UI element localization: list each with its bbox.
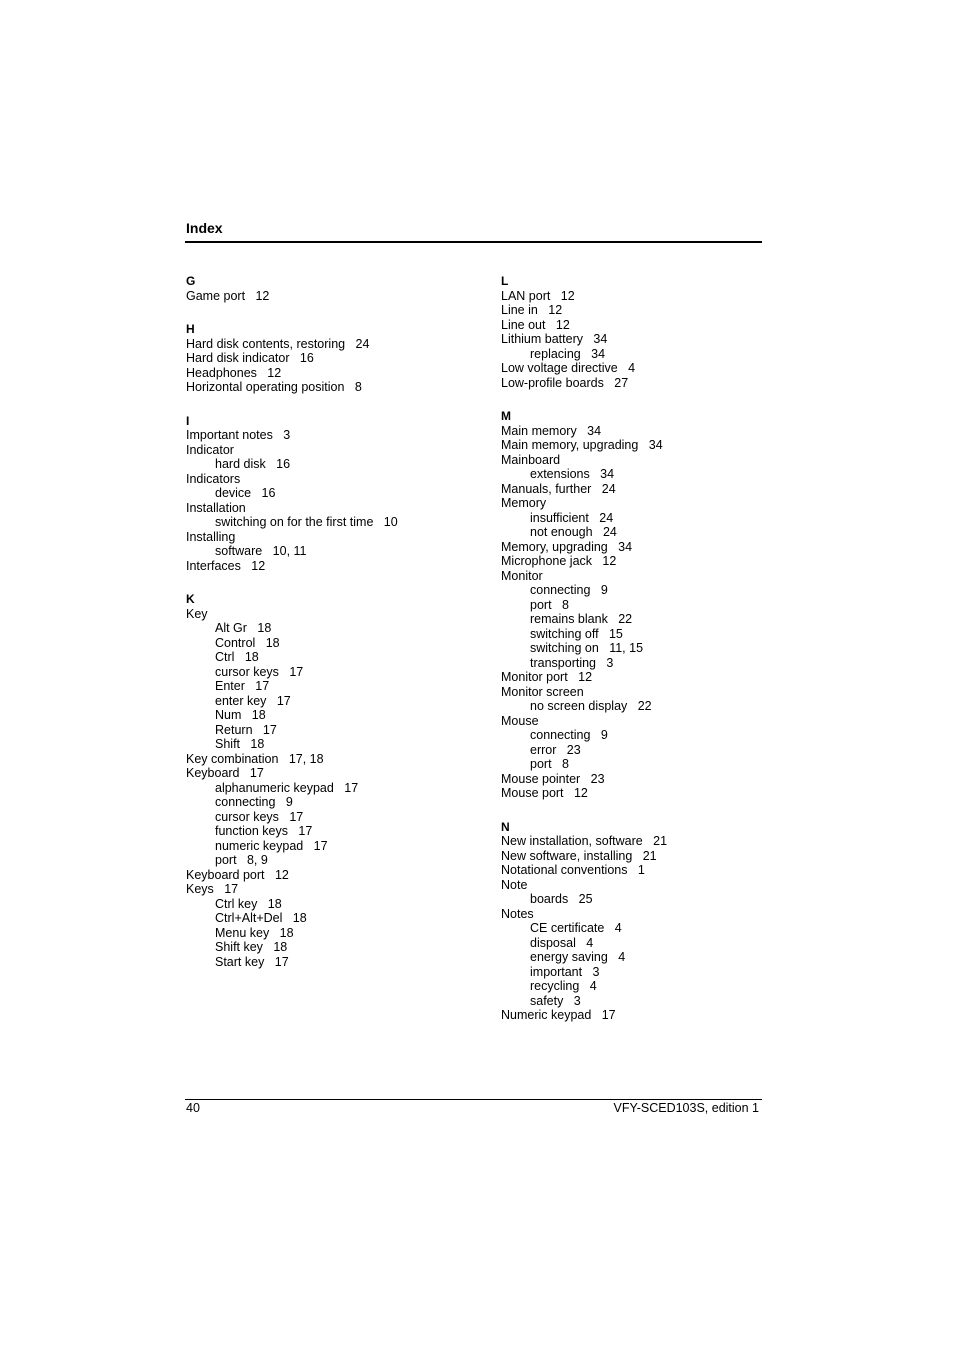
index-subentry: Shift 18 xyxy=(215,737,265,751)
index-subentry: function keys 17 xyxy=(215,824,313,838)
index-entry: Monitor xyxy=(501,568,543,583)
index-entry: Mouse port 12 xyxy=(501,786,588,800)
section-letter: G xyxy=(186,274,196,288)
index-subentry: CE certificate 4 xyxy=(530,921,622,935)
index-entry: Low-profile boards 27 xyxy=(501,375,629,390)
index-entry: Manuals, further 24 xyxy=(501,481,616,496)
index-entry: Line out 12 xyxy=(501,317,570,332)
index-entry: Main memory, upgrading 34 xyxy=(501,438,663,452)
index-section xyxy=(186,414,486,574)
index-subentry: connecting 9 xyxy=(530,583,608,597)
index-entry: Monitor port 12 xyxy=(501,670,593,684)
section-letter: I xyxy=(186,413,190,428)
index-subentry: transporting 3 xyxy=(530,655,614,670)
index-entry: Note xyxy=(501,877,528,892)
header-rule xyxy=(185,241,762,243)
index-subentry: boards 25 xyxy=(530,892,593,906)
index-entry: Notational conventions 1 xyxy=(501,863,645,877)
index-subentry: Menu key 18 xyxy=(215,925,294,940)
page-title: Index xyxy=(186,220,223,236)
index-subentry: Return 17 xyxy=(215,722,277,737)
index-entry: Monitor screen xyxy=(501,684,584,699)
index-section xyxy=(186,592,486,969)
section-letter: M xyxy=(501,409,511,423)
index-subentry: connecting 9 xyxy=(215,795,293,809)
index-subentry: device 16 xyxy=(215,486,276,500)
section-letter: N xyxy=(501,819,510,834)
index-entry: Keys 17 xyxy=(186,882,239,896)
index-entry: Horizontal operating position 8 xyxy=(186,380,362,394)
index-entry: Key combination 17, 18 xyxy=(186,751,324,766)
index-subentry: insufficient 24 xyxy=(530,510,614,525)
index-entry: Main memory 34 xyxy=(501,423,602,438)
index-entry: Memory, upgrading 34 xyxy=(501,539,633,554)
index-subentry: cursor keys 17 xyxy=(215,809,304,824)
index-subentry: Alt Gr 18 xyxy=(215,621,272,635)
index-entry: Installation xyxy=(186,500,246,515)
index-subentry: connecting 9 xyxy=(530,728,608,742)
index-entry: Numeric keypad 17 xyxy=(501,1008,616,1022)
index-entry: Keyboard 17 xyxy=(186,766,264,780)
index-entry: Headphones 12 xyxy=(186,365,282,380)
index-subentry: energy saving 4 xyxy=(530,950,626,964)
index-section xyxy=(501,409,763,801)
index-subentry: enter key 17 xyxy=(215,693,291,708)
index-subentry: Num 18 xyxy=(215,708,266,722)
index-subentry: remains blank 22 xyxy=(530,612,633,626)
index-subentry: Ctrl+Alt+Del 18 xyxy=(215,911,307,925)
index-subentry: switching off 15 xyxy=(530,626,623,641)
footer-rule xyxy=(185,1099,762,1100)
index-subentry: recycling 4 xyxy=(530,979,597,993)
index-section xyxy=(501,274,763,390)
index-entry: New installation, software 21 xyxy=(501,834,668,848)
index-subentry: extensions 34 xyxy=(530,467,615,481)
index-subentry: port 8 xyxy=(530,757,569,771)
index-entry: Game port 12 xyxy=(186,288,270,303)
index-subentry: disposal 4 xyxy=(530,935,594,950)
index-column-left xyxy=(186,274,486,988)
index-subentry: Ctrl key 18 xyxy=(215,896,282,911)
index-entry: Memory xyxy=(501,496,547,510)
index-subentry: no screen display 22 xyxy=(530,699,652,713)
index-subentry: replacing 34 xyxy=(530,346,606,361)
index-entry: Installing xyxy=(186,529,236,544)
index-section xyxy=(501,820,763,1023)
index-subentry: Ctrl 18 xyxy=(215,650,259,664)
index-subentry: switching on 11, 15 xyxy=(530,641,644,655)
index-entry: Hard disk indicator 16 xyxy=(186,351,314,365)
index-entry: Interfaces 12 xyxy=(186,558,266,573)
index-subentry: Shift key 18 xyxy=(215,940,288,954)
index-column-right xyxy=(501,274,763,1042)
index-subentry: numeric keypad 17 xyxy=(215,838,328,853)
index-entry: Hard disk contents, restoring 24 xyxy=(186,336,370,351)
index-entry: Lithium battery 34 xyxy=(501,332,608,346)
section-letter: L xyxy=(501,274,509,288)
index-entry: Microphone jack 12 xyxy=(501,554,617,568)
index-subentry: switching on for the first time 10 xyxy=(215,515,398,529)
index-entry: Mouse xyxy=(501,713,539,728)
index-entry: Mouse pointer 23 xyxy=(501,771,605,786)
index-entry: Indicator xyxy=(186,442,234,457)
index-entry: LAN port 12 xyxy=(501,288,575,303)
index-entry: Low voltage directive 4 xyxy=(501,361,636,375)
index-subentry: not enough 24 xyxy=(530,525,617,539)
index-entry: Line in 12 xyxy=(501,303,563,317)
index-entry: Important notes 3 xyxy=(186,428,291,442)
index-entry: New software, installing 21 xyxy=(501,848,657,863)
document-id: VFY-SCED103S, edition 1 xyxy=(613,1101,759,1115)
index-subentry: software 10, 11 xyxy=(215,544,307,558)
index-subentry: safety 3 xyxy=(530,993,581,1008)
index-subentry: Enter 17 xyxy=(215,679,270,693)
page-number: 40 xyxy=(186,1101,200,1115)
index-entry: Key xyxy=(186,606,208,621)
index-entry: Indicators xyxy=(186,471,241,486)
index-subentry: Control 18 xyxy=(215,635,280,650)
index-subentry: important 3 xyxy=(530,964,600,979)
index-subentry: port 8 xyxy=(530,597,569,612)
index-subentry: alphanumeric keypad 17 xyxy=(215,780,359,795)
index-subentry: Start key 17 xyxy=(215,954,289,969)
index-section xyxy=(186,322,486,395)
index-entry: Notes xyxy=(501,906,534,921)
index-subentry: hard disk 16 xyxy=(215,457,291,471)
section-letter: H xyxy=(186,322,195,336)
index-subentry: port 8, 9 xyxy=(215,853,268,867)
index-subentry: error 23 xyxy=(530,742,581,757)
index-subentry: cursor keys 17 xyxy=(215,664,304,679)
index-entry: Keyboard port 12 xyxy=(186,867,289,882)
index-entry: Mainboard xyxy=(501,452,561,467)
section-letter: K xyxy=(186,592,195,606)
index-section xyxy=(186,274,486,303)
